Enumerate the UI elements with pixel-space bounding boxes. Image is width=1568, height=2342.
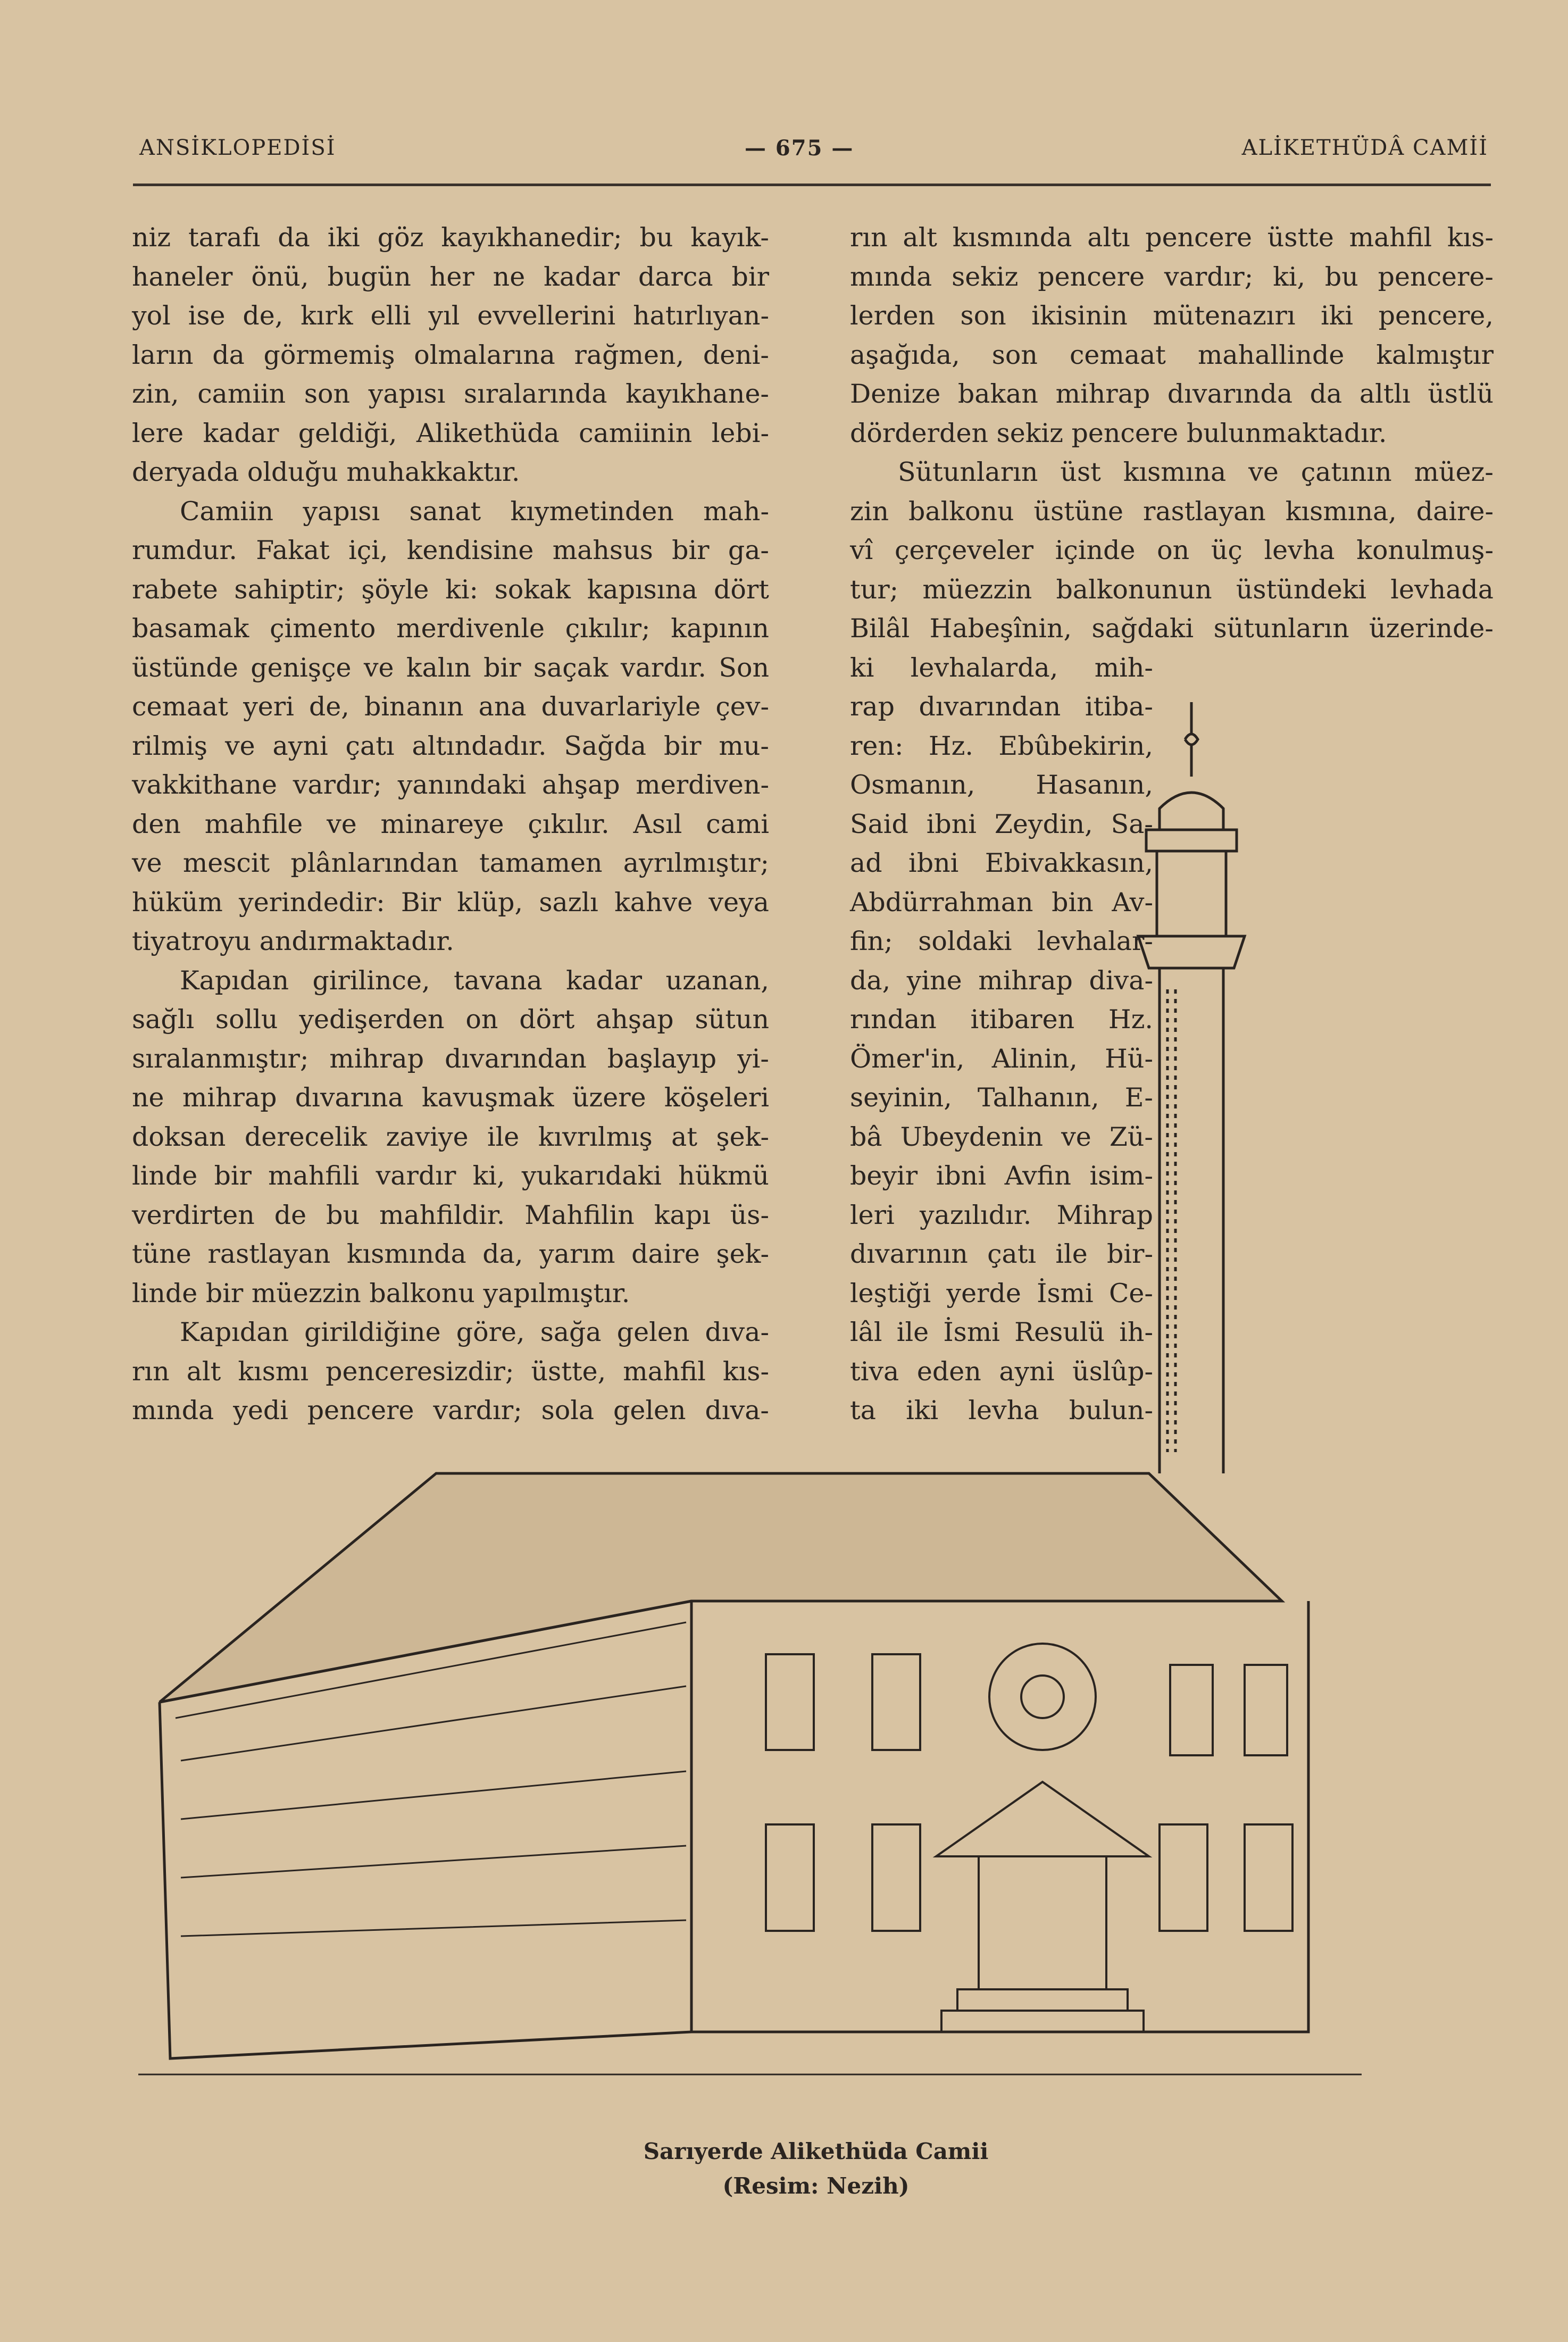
running-header-left: ANSİKLOPEDİSİ (139, 136, 336, 160)
mosque-illustration (138, 1447, 1500, 2112)
text-line: mında sekiz pencere vardır; ki, bu pencere- (850, 261, 1494, 292)
building (138, 1473, 1362, 2074)
text-line: tüne rastlayan kısmında da, yarım daire şek- (132, 1239, 769, 1269)
text-line: lâl ile İsmi Resulü ih- (850, 1317, 1153, 1347)
text-line: yol ise de, kırk elli yıl evvellerini hatırlıyan- (132, 301, 769, 331)
text-line: dörderden sekiz pencere bulunmaktadır. (850, 418, 1387, 448)
text-line: Kapıdan girildiğine göre, sağa gelen dıva- (180, 1317, 769, 1347)
text-line: zin, camiin son yapısı sıralarında kayıkhane- (132, 379, 769, 409)
text-line: ren: Hz. Ebûbekirin, (850, 730, 1153, 761)
header-rule (133, 184, 1491, 186)
text-line: rından itibaren Hz. (850, 1004, 1153, 1035)
text-line: niz tarafı da iki göz kayıkhanedir; bu kayık- (132, 222, 769, 253)
text-line: haneler önü, bugün her ne kadar darca bir (132, 261, 769, 292)
text-line: Sütunların üst kısmına ve çatının müez- (898, 457, 1494, 487)
text-line: ne mihrap dıvarına kavuşmak üzere köşeleri (132, 1082, 769, 1113)
text-line: den mahfile ve minareye çıkılır. Asıl cami (132, 809, 769, 839)
text-line: da, yine mihrap diva- (850, 965, 1153, 996)
page-number: — 675 — (745, 136, 854, 161)
text-line: vî çerçeveler içinde on üç levha konulmuş- (850, 535, 1494, 565)
text-line: Bilâl Habeşînin, sağdaki sütunların üzerinde- (850, 613, 1494, 644)
text-line: ların da görmemiş olmalarına rağmen, deni- (132, 339, 769, 370)
text-line: lere kadar geldiği, Alikethüda camiinin lebi- (132, 418, 769, 448)
text-line: sağlı sollu yedişerden on dört ahşap sütun (132, 1004, 769, 1035)
text-line: basamak çimento merdivenle çıkılır; kapının (132, 613, 769, 644)
left-column-text (132, 218, 769, 1430)
text-line: lerden son ikisinin mütenazırı iki pencere, (850, 301, 1494, 331)
text-line: bâ Ubeydenin ve Zü- (850, 1121, 1153, 1152)
text-line: leri yazılıdır. Mihrap (850, 1199, 1153, 1230)
right-column-text (850, 218, 1494, 1430)
text-line: tiyatroyu andırmaktadır. (132, 926, 454, 956)
text-line: seyinin, Talhanın, E- (850, 1082, 1153, 1113)
text-line: deryada olduğu muhakkaktır. (132, 457, 520, 487)
figure-credit: (Resim: Nezih) (722, 2173, 910, 2199)
text-line: ta iki levha bulun- (850, 1395, 1153, 1426)
text-line: rumdur. Fakat içi, kendisine mahsus bir ga- (132, 535, 769, 565)
text-line: Ömer'in, Alinin, Hü- (850, 1043, 1153, 1074)
text-line: Camiin yapısı sanat kıymetinden mah- (180, 496, 769, 527)
minaret-base (1160, 1447, 1223, 1473)
running-header-right: ALİKETHÜDÂ CAMİİ (1241, 136, 1488, 160)
text-line: sıralanmıştır; mihrap dıvarından başlayıp yi- (132, 1043, 769, 1074)
text-line: zin balkonu üstüne rastlayan kısmına, daire- (850, 496, 1494, 527)
text-line: verdirten de bu mahfildir. Mahfilin kapı üs- (132, 1199, 769, 1230)
text-line: ki levhalarda, mih- (850, 652, 1153, 683)
text-line: leştiği yerde İsmi Ce- (850, 1278, 1153, 1308)
text-line: cemaat yeri de, binanın ana duvarlariyle çev- (132, 691, 769, 722)
text-line: Abdürrahman bin Av- (850, 887, 1153, 918)
text-line: ad ibni Ebivakkasın, (850, 848, 1153, 878)
text-line: vakkithane vardır; yanındaki ahşap merdiven- (132, 770, 769, 800)
text-line: üstünde genişçe ve kalın bir saçak vardır. Son (132, 652, 769, 683)
text-line: hüküm yerindedir: Bir klüp, sazlı kahve veya (132, 887, 769, 918)
text-line: Kapıdan girilince, tavana kadar uzanan, (180, 965, 769, 996)
text-line: Osmanın, Hasanın, (850, 770, 1153, 800)
text-line: aşağıda, son cemaat mahallinde kalmıştır (850, 339, 1494, 370)
text-line: Denize bakan mihrap dıvarında da altlı üstlü (850, 379, 1494, 409)
text-line: rabete sahiptir; şöyle ki: sokak kapısına dört (132, 574, 769, 605)
text-line: mında yedi pencere vardır; sola gelen dıva- (132, 1395, 769, 1426)
text-line: beyir ibni Avfin isim- (850, 1161, 1153, 1191)
text-line: Said ibni Zeydin, Sa- (850, 809, 1153, 839)
text-line: rın alt kısmında altı pencere üstte mahfil kıs- (850, 222, 1494, 253)
text-line: linde bir mahfili vardır ki, yukarıdaki hükmü (132, 1161, 769, 1191)
text-line: dıvarının çatı ile bir- (850, 1239, 1153, 1269)
text-line: rap dıvarından itiba- (850, 691, 1153, 722)
text-line: ve mescit plânlarından tamamen ayrılmıştır; (132, 848, 769, 878)
text-line: tiva eden ayni üslûp- (850, 1356, 1153, 1387)
text-line: doksan derecelik zaviye ile kıvrılmış at şek- (132, 1121, 769, 1152)
text-line: linde bir müezzin balkonu yapılmıştır. (132, 1278, 630, 1308)
figure-caption: Sarıyerde Alikethüda Camii (643, 2138, 989, 2164)
text-line: rın alt kısmı penceresizdir; üstte, mahfil kıs- (132, 1356, 769, 1387)
text-line: fin; soldaki levhalar- (850, 926, 1153, 956)
text-line: rilmiş ve ayni çatı altındadır. Sağda bir mu- (132, 730, 769, 761)
text-line: tur; müezzin balkonunun üstündeki levhada (850, 574, 1494, 605)
